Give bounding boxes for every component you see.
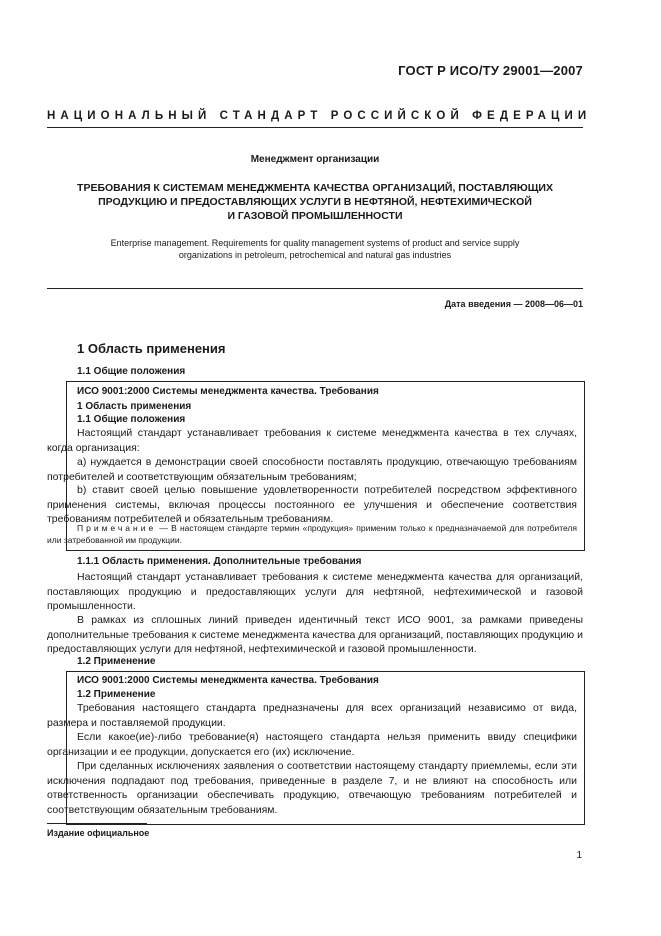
box-subheading: 1 Область применения [77, 401, 192, 412]
box-heading: ИСО 9001:2000 Системы менеджмента качества. Требования [77, 386, 379, 397]
subsection-heading: 1.1.1 Область применения. Дополнительные требования [77, 556, 362, 567]
english-title-line: organizations in petroleum, petrochemical and natural gas industries [178, 250, 452, 260]
national-standard-banner: НАЦИОНАЛЬНЫЙ СТАНДАРТ РОССИЙСКОЙ ФЕДЕРАЦИИ [47, 110, 592, 122]
paragraph: Настоящий стандарт устанавливает требования к системе менеджмента качества для организаций, поставляющих продукцию и предоставляющих услуги для нефтяной, нефтехимической и газовой промышленности. [47, 571, 583, 612]
page-number: 1 [576, 850, 582, 861]
box-subheading: 1.1 Общие положения [77, 414, 186, 425]
box-paragraph: При сделанных исключениях заявления о соответствии настоящему стандарту приемлемы, если эти исключения подпадают под требования, приведенные в разделе 7, и не влияют на способность или ответственность организации обеспечивать продукцию, отвечающую требованиям потребителей и соответствующим обязательным требованиям. [47, 760, 577, 816]
box-note [47, 522, 577, 546]
header-rule [47, 127, 583, 128]
box-paragraph: Настоящий стандарт устанавливает требования к системе менеджмента качества в тех случаях, когда организация: [47, 427, 577, 454]
footer-rule [47, 823, 147, 824]
title-line: И ГАЗОВОЙ ПРОМЫШЛЕННОСТИ [227, 210, 403, 222]
english-title-line: Enterprise management. Requirements for quality management systems of product and service supply [110, 238, 520, 248]
box-heading: ИСО 9001:2000 Системы менеджмента качества. Требования [77, 675, 379, 686]
box-subheading: 1.2 Применение [77, 689, 156, 700]
subsection-heading: 1.1 Общие положения [77, 366, 186, 377]
note-text: — В настоящем стандарте термин «продукция» применим только к предназначаемой для потребителя или затребованной им продукции. [47, 523, 577, 545]
document-subtitle: Менеджмент организации [250, 154, 380, 165]
english-title [47, 237, 583, 261]
date-rule [47, 288, 583, 289]
title-line: ПРОДУКЦИЮ И ПРЕДОСТАВЛЯЮЩИХ УСЛУГИ В НЕФТЯНОЙ, НЕФТЕХИМИЧЕСКОЙ [98, 196, 532, 208]
paragraph: В рамках из сплошных линий приведен идентичный текст ИСО 9001, за рамками приведены дополнительные требования к системе менеджмента качества для организаций, поставляющих продукцию и предоставляющих услуги для нефтяной, нефтехимической и газовой промышленности. [47, 614, 583, 655]
edition-label: Издание официальное [47, 828, 150, 838]
document-code: ГОСТ Р ИСО/ТУ 29001—2007 [398, 63, 583, 78]
section-heading: 1 Область применения [77, 341, 226, 356]
box-paragraph: Если какое(ие)-либо требование(я) настоящего стандарта нельзя применить ввиду специфики организации и ее продукции, допускается его (их) исключение. [47, 731, 577, 758]
note-label: Примечание [77, 523, 157, 533]
document-title [47, 181, 583, 223]
subsection-heading: 1.2 Применение [77, 656, 156, 667]
title-line: ТРЕБОВАНИЯ К СИСТЕМАМ МЕНЕДЖМЕНТА КАЧЕСТВА ОРГАНИЗАЦИЙ, ПОСТАВЛЯЮЩИХ [77, 182, 553, 194]
introduction-date: Дата введения — 2008—06—01 [444, 299, 583, 309]
box-list-item: b) ставит своей целью повышение удовлетворенности потребителей посредством эффективного применения системы, включая процессы постоянного ее улучшения и обеспечение соответствия требованиям потребителей и обязательным требованиям. [47, 484, 577, 525]
box-paragraph: Требования настоящего стандарта предназначены для всех организаций независимо от вида, размера и поставляемой продукции. [47, 702, 577, 729]
box-list-item: а) нуждается в демонстрации своей способности поставлять продукцию, отвечающую требованиям потребителей и соответствующим обязательным требованиям; [47, 456, 577, 483]
